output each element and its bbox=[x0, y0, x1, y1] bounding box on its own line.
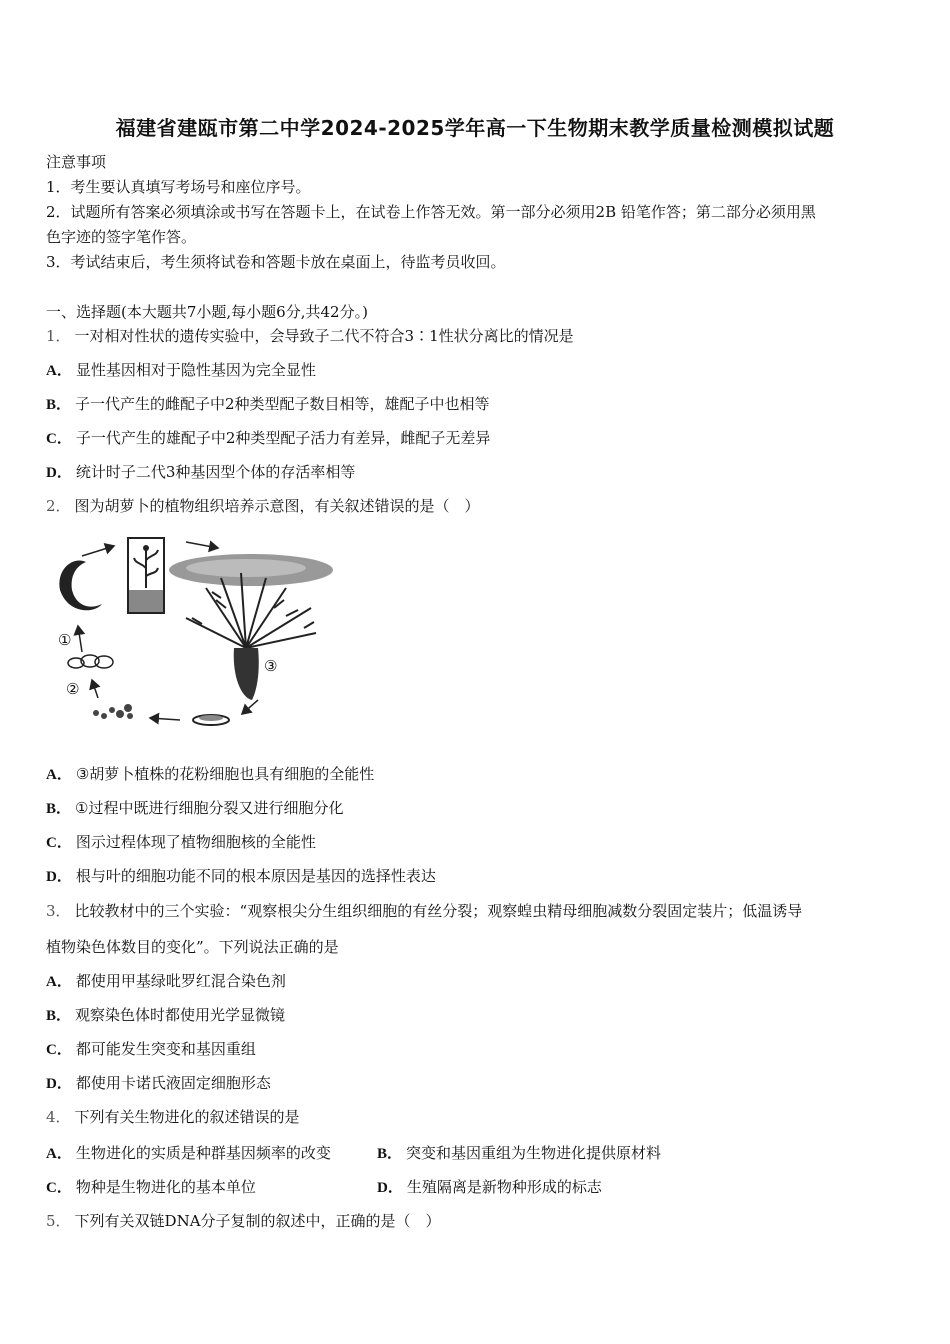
option-text: 显性基因相对于隐性基因为完全显性 bbox=[75, 361, 316, 379]
carrot-plant-icon bbox=[169, 554, 333, 700]
question-text: 下列有关生物进化的叙述错误的是 bbox=[74, 1108, 300, 1126]
option-label: B． bbox=[46, 801, 72, 817]
option-text: 子一代产生的雄配子中2种类型配子活力有差异，雌配子无差异 bbox=[75, 429, 491, 447]
q3-option-b bbox=[46, 1005, 285, 1026]
question-number: 2． bbox=[46, 497, 71, 515]
option-label: B． bbox=[377, 1146, 403, 1162]
question-text: 比较教材中的三个实验：“观察根尖分生组织细胞的有丝分裂；观察蝗虫精母细胞减数分裂固定装片；低温诱导 bbox=[74, 902, 803, 920]
notice-item-1: 1．考生要认真填写考场号和座位序号。 bbox=[46, 178, 311, 196]
question-number: 3． bbox=[46, 902, 71, 920]
notice-item-2-cont: 色字迹的签字笔作答。 bbox=[46, 228, 197, 246]
option-label: D． bbox=[46, 1076, 72, 1092]
arrow-icon bbox=[92, 680, 98, 698]
q3-option-d bbox=[46, 1073, 271, 1094]
question-number: 1． bbox=[46, 327, 71, 345]
question-3-stem-cont: 植物染色体数目的变化”。下列说法正确的是 bbox=[46, 938, 339, 956]
q3-option-c bbox=[46, 1039, 256, 1060]
question-number: 4． bbox=[46, 1108, 71, 1126]
q2-option-c bbox=[46, 832, 316, 853]
option-text: 都使用卡诺氏液固定细胞形态 bbox=[75, 1074, 271, 1092]
option-label: D． bbox=[46, 465, 72, 481]
option-label: B． bbox=[46, 397, 72, 413]
q4-option-a bbox=[46, 1143, 331, 1164]
explant-icon bbox=[59, 560, 102, 610]
option-text: 统计时子二代3种基因型个体的存活率相等 bbox=[75, 463, 356, 481]
option-text: 根与叶的细胞功能不同的根本原因是基因的选择性表达 bbox=[75, 867, 436, 885]
q4-option-b bbox=[377, 1143, 661, 1164]
option-text: 观察染色体时都使用光学显微镜 bbox=[75, 1006, 286, 1024]
arrow-icon bbox=[78, 626, 82, 652]
arrow-icon bbox=[82, 546, 114, 556]
question-text: 下列有关双链DNA分子复制的叙述中，正确的是（ ） bbox=[74, 1212, 441, 1230]
notice-item-3: 3．考试结束后，考生须将试卷和答题卡放在桌面上，待监考员收回。 bbox=[46, 253, 506, 271]
option-text: 物种是生物进化的基本单位 bbox=[75, 1178, 256, 1196]
option-text: 突变和基因重组为生物进化提供原材料 bbox=[406, 1144, 662, 1162]
page-title: 福建省建瓯市第二中学2024-2025学年高一下生物期末教学质量检测模拟试题 bbox=[115, 116, 835, 140]
option-label: C． bbox=[46, 431, 72, 447]
q1-option-c bbox=[46, 428, 490, 449]
question-number: 5． bbox=[46, 1212, 71, 1230]
question-3-stem bbox=[46, 901, 802, 921]
test-tube-icon bbox=[128, 538, 164, 613]
arrow-icon bbox=[242, 700, 258, 714]
option-label: D． bbox=[377, 1180, 403, 1196]
question-5-stem bbox=[46, 1211, 441, 1231]
step-1-label: ① bbox=[58, 631, 72, 649]
section-heading: 一、选择题(本大题共7小题,每小题6分,共42分。) bbox=[46, 303, 368, 321]
option-label: C． bbox=[46, 1180, 72, 1196]
option-text: 生物进化的实质是种群基因频率的改变 bbox=[75, 1144, 331, 1162]
step-3-label: ③ bbox=[264, 657, 278, 675]
option-label: A． bbox=[46, 767, 72, 783]
option-text: 子一代产生的雌配子中2种类型配子数目相等，雄配子中也相等 bbox=[75, 395, 490, 413]
arrow-icon bbox=[150, 718, 180, 720]
notice-heading: 注意事项 bbox=[46, 153, 107, 171]
q4-option-d bbox=[377, 1177, 602, 1198]
carrot-tissue-culture-diagram bbox=[46, 528, 336, 733]
option-label: D． bbox=[46, 869, 72, 885]
option-text: ③胡萝卜植株的花粉细胞也具有细胞的全能性 bbox=[75, 765, 375, 783]
q2-option-d bbox=[46, 866, 436, 887]
option-label: A． bbox=[46, 974, 72, 990]
q2-option-b bbox=[46, 798, 343, 819]
question-1-stem bbox=[46, 326, 574, 346]
option-label: A． bbox=[46, 1146, 72, 1162]
option-label: C． bbox=[46, 835, 72, 851]
question-2-stem bbox=[46, 496, 480, 516]
option-text: ①过程中既进行细胞分裂又进行细胞分化 bbox=[75, 799, 344, 817]
option-text: 图示过程体现了植物细胞核的全能性 bbox=[75, 833, 316, 851]
petri-dish-icon bbox=[193, 715, 229, 725]
q2-option-a bbox=[46, 764, 374, 785]
step-2-label: ② bbox=[66, 680, 80, 698]
q1-option-b bbox=[46, 394, 490, 415]
notice-item-2: 2．试题所有答案必须填涂或书写在答题卡上，在试卷上作答无效。第一部分必须用2B 铅笔作答；第二部分必须用黑 bbox=[46, 203, 816, 221]
callus-cells-icon bbox=[68, 655, 113, 668]
q1-option-d bbox=[46, 462, 355, 483]
option-label: B． bbox=[46, 1008, 72, 1024]
option-text: 生殖隔离是新物种形成的标志 bbox=[406, 1178, 602, 1196]
isolated-cells-icon bbox=[93, 704, 133, 719]
question-4-stem bbox=[46, 1107, 300, 1127]
option-label: A． bbox=[46, 363, 72, 379]
option-text: 都使用甲基绿吡罗红混合染色剂 bbox=[75, 972, 286, 990]
question-text: 图为胡萝卜的植物组织培养示意图，有关叙述错误的是（ ） bbox=[74, 497, 480, 515]
option-text: 都可能发生突变和基因重组 bbox=[75, 1040, 256, 1058]
q3-option-a bbox=[46, 971, 286, 992]
question-text: 一对相对性状的遗传实验中，会导致子二代不符合3∶1性状分离比的情况是 bbox=[74, 327, 574, 345]
arrow-icon bbox=[186, 542, 218, 548]
q4-option-c bbox=[46, 1177, 256, 1198]
q1-option-a bbox=[46, 360, 316, 381]
option-label: C． bbox=[46, 1042, 72, 1058]
